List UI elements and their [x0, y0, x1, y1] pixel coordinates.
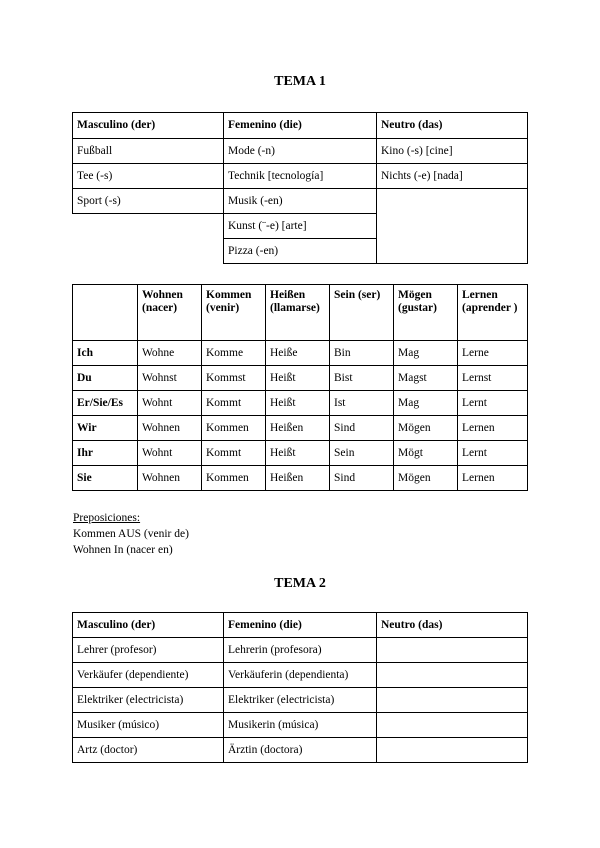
table-cell: Heißt [266, 391, 330, 416]
table-cell: Heißen [266, 416, 330, 441]
preposiciones-heading: Preposiciones: [73, 512, 141, 524]
table-cell: Wohnst [138, 366, 202, 391]
table-cell: Lerne [458, 341, 528, 366]
table-cell: Mögen [394, 416, 458, 441]
table-cell: Wohnt [138, 441, 202, 466]
table-cell: Elektriker (electricista) [73, 688, 224, 713]
table-cell: Musiker (músico) [73, 713, 224, 738]
table-cell: Mag [394, 391, 458, 416]
table-cell: Bist [330, 366, 394, 391]
table-cell: Heiße [266, 341, 330, 366]
tema2-gender-table [72, 612, 528, 763]
header-femenino: Femenino (die) [224, 613, 377, 638]
header-neutro: Neutro (das) [377, 113, 528, 139]
table-cell: Musikerin (música) [224, 713, 377, 738]
table-row [73, 441, 528, 466]
table-cell: Lernt [458, 441, 528, 466]
table-row [73, 466, 528, 491]
table-cell: Heißen [266, 466, 330, 491]
table-cell: Mögt [394, 441, 458, 466]
table-cell: Sind [330, 466, 394, 491]
table-cell: Kommen [202, 466, 266, 491]
table-row [73, 738, 528, 763]
table-cell-empty [73, 239, 224, 264]
table-cell: Kunst (¨-e) [arte] [224, 214, 377, 239]
table-row [73, 416, 528, 441]
table-cell: Kommt [202, 441, 266, 466]
table-cell-empty [73, 214, 224, 239]
table-cell: Kommst [202, 366, 266, 391]
table-cell: Mag [394, 341, 458, 366]
table-cell [377, 738, 528, 763]
table-cell: Tee (-s) [73, 164, 224, 189]
pronoun-cell: Ihr [73, 441, 138, 466]
table-row [73, 663, 528, 688]
table-cell: Heißt [266, 366, 330, 391]
pronoun-cell: Wir [73, 416, 138, 441]
table-cell: Lehrerin (profesora) [224, 638, 377, 663]
tema1-title: TEMA 1 [274, 74, 326, 89]
preposiciones-notes [73, 510, 189, 558]
header-masculino: Masculino (der) [73, 613, 224, 638]
pronoun-cell: Er/Sie/Es [73, 391, 138, 416]
preposicion-line: Kommen AUS (venir de) [73, 528, 189, 540]
table-cell: Kino (-s) [cine] [377, 139, 528, 164]
table-row [73, 391, 528, 416]
table-cell: Lernst [458, 366, 528, 391]
verb-header: Wohnen (nacer) [138, 285, 202, 341]
tema1-verb-table [72, 284, 528, 491]
table-cell: Lehrer (profesor) [73, 638, 224, 663]
table-cell: Musik (-en) [224, 189, 377, 214]
table-cell: Kommen [202, 416, 266, 441]
table-cell [377, 663, 528, 688]
table-cell-empty [377, 189, 528, 264]
table-cell [377, 638, 528, 663]
table-cell: Magst [394, 366, 458, 391]
table-cell: Komme [202, 341, 266, 366]
header-masculino: Masculino (der) [73, 113, 224, 139]
pronoun-cell: Ich [73, 341, 138, 366]
table-cell: Elektriker (electricista) [224, 688, 377, 713]
table-cell: Lernt [458, 391, 528, 416]
table-cell: Fußball [73, 139, 224, 164]
pronoun-cell: Sie [73, 466, 138, 491]
table-cell: Heißt [266, 441, 330, 466]
table-row [73, 366, 528, 391]
preposicion-line: Wohnen In (nacer en) [73, 544, 173, 556]
table-cell: Lernen [458, 416, 528, 441]
table-cell: Artz (doctor) [73, 738, 224, 763]
table-row [73, 341, 528, 366]
table-cell: Mode (-n) [224, 139, 377, 164]
table-cell: Wohnt [138, 391, 202, 416]
tema1-gender-table [72, 112, 528, 264]
table-cell: Nichts (-e) [nada] [377, 164, 528, 189]
table-cell: Verkäuferin (dependienta) [224, 663, 377, 688]
table-row [73, 713, 528, 738]
table-cell: Sein [330, 441, 394, 466]
verb-header: Kommen (venir) [202, 285, 266, 341]
verb-header: Heißen (llamarse) [266, 285, 330, 341]
table-row [73, 688, 528, 713]
table-cell: Ist [330, 391, 394, 416]
table-cell: Kommt [202, 391, 266, 416]
table-cell: Wohnen [138, 466, 202, 491]
tema2-title: TEMA 2 [274, 576, 326, 591]
table-cell [377, 688, 528, 713]
table-cell: Pizza (-en) [224, 239, 377, 264]
table-cell: Sind [330, 416, 394, 441]
verb-header-empty [73, 285, 138, 341]
pronoun-cell: Du [73, 366, 138, 391]
table-cell: Mögen [394, 466, 458, 491]
verb-header: Lernen (aprender ) [458, 285, 528, 341]
verb-header: Mögen (gustar) [394, 285, 458, 341]
table-row [73, 638, 528, 663]
table-cell: Ärztin (doctora) [224, 738, 377, 763]
header-femenino: Femenino (die) [224, 113, 377, 139]
table-cell: Wohnen [138, 416, 202, 441]
table-cell: Verkäufer (dependiente) [73, 663, 224, 688]
table-cell: Lernen [458, 466, 528, 491]
table-cell: Sport (-s) [73, 189, 224, 214]
table-cell: Wohne [138, 341, 202, 366]
table-cell [377, 713, 528, 738]
table-cell: Bin [330, 341, 394, 366]
header-neutro: Neutro (das) [377, 613, 528, 638]
table-cell: Technik [tecnología] [224, 164, 377, 189]
verb-header: Sein (ser) [330, 285, 394, 341]
